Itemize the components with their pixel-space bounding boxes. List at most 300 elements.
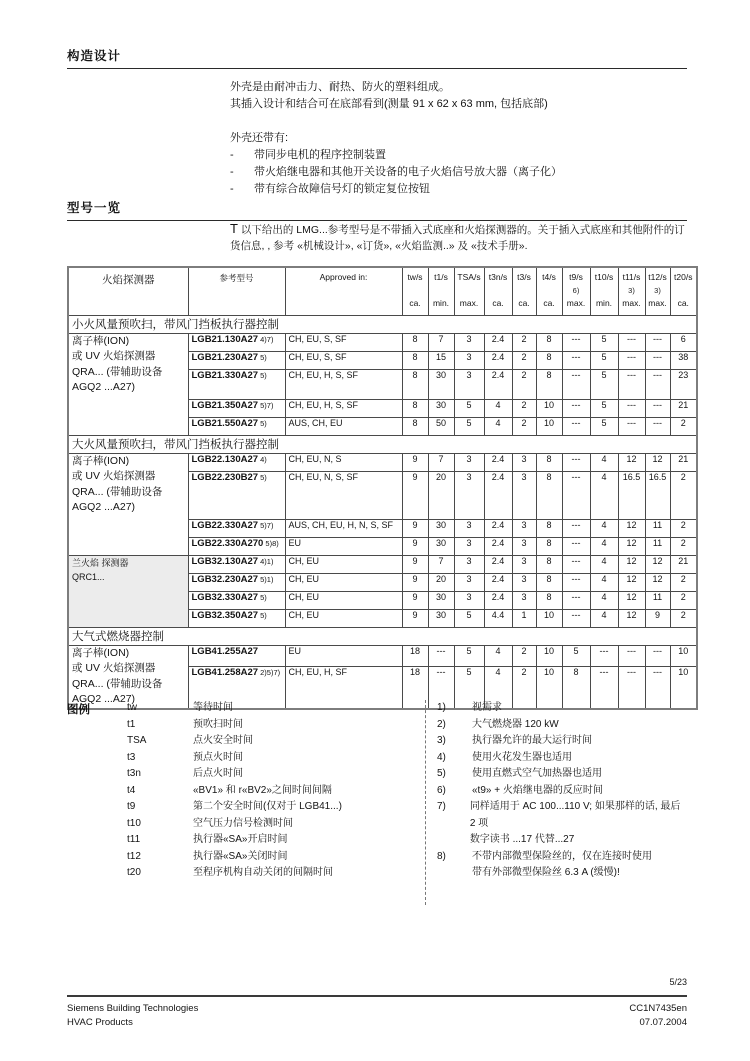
footnote-text — [472, 750, 572, 767]
value-cell: 3 — [454, 351, 484, 369]
value-cell: 30 — [428, 591, 454, 609]
value-cell: 2.4 — [484, 471, 512, 519]
column-header — [188, 267, 285, 315]
value-cell: 16.5 — [645, 471, 670, 519]
footnote-number: 5) — [437, 768, 446, 779]
value-cell: --- — [562, 399, 590, 417]
paragraph: 外壳是由耐冲击力、耐热、防火的塑料组成。 — [230, 81, 450, 93]
model-footnote-refs: 5)7) — [258, 520, 274, 530]
value-cell: --- — [562, 537, 590, 555]
value-cell: 10 — [536, 417, 562, 435]
value-cell: 4 — [484, 645, 512, 667]
column-header-name: TSA/s — [457, 272, 481, 282]
legend-desc: 后点火时间 — [193, 768, 243, 779]
value-cell: --- — [645, 333, 670, 351]
value-cell: --- — [645, 667, 670, 709]
value-cell: --- — [562, 453, 590, 471]
footnote-line: 执行器允许的最大运行时间 — [472, 735, 592, 746]
value-cell: 9 — [402, 573, 428, 591]
value-cell: 8 — [536, 519, 562, 537]
value-cell: 8 — [536, 573, 562, 591]
column-header-name: Approved in: — [319, 272, 368, 282]
value-cell: 50 — [428, 417, 454, 435]
value-cell: 12 — [618, 591, 645, 609]
footer-doc-id: CC1N7435en — [629, 1003, 687, 1014]
value-cell: 8 — [536, 333, 562, 351]
value-cell: 30 — [428, 399, 454, 417]
value-cell: 3 — [454, 519, 484, 537]
construction-body — [230, 79, 687, 198]
legend-item — [127, 816, 342, 833]
column-header-name: tw/s — [407, 272, 423, 282]
value-cell: 8 — [402, 333, 428, 351]
detector-line: QRA... (带辅助设备 — [72, 365, 163, 378]
legend-key: t12 — [127, 850, 141, 862]
legend-desc: 执行器«SA»开启时间 — [193, 834, 288, 845]
model-cell — [188, 471, 285, 519]
column-header — [590, 267, 618, 315]
value-cell: 7 — [428, 453, 454, 471]
detector-line: 离子棒(ION) — [72, 334, 130, 347]
value-cell: 9 — [402, 453, 428, 471]
value-cell: 9 — [402, 609, 428, 627]
value-cell: --- — [618, 369, 645, 399]
value-cell: 18 — [402, 667, 428, 709]
value-cell: 2 — [670, 417, 697, 435]
value-cell: 30 — [428, 519, 454, 537]
value-cell: 20 — [428, 471, 454, 519]
approved-in-cell: AUS, CH, EU — [285, 417, 402, 435]
value-cell: 2 — [670, 573, 697, 591]
value-cell: 8 — [562, 667, 590, 709]
value-cell: 8 — [536, 351, 562, 369]
table-row — [68, 555, 697, 573]
column-header-name: t9/s — [569, 272, 583, 282]
footer-company: Siemens Building Technologies — [67, 1003, 199, 1014]
intro-prefix: T — [230, 221, 238, 236]
footnote-line: 不带内部微型保险丝的，仅在连接时使用 — [472, 850, 652, 862]
model-cell — [188, 645, 285, 667]
detector-line: QRA... (带辅助设备 — [72, 677, 163, 690]
section-title-row — [68, 315, 697, 333]
value-cell: 3 — [454, 537, 484, 555]
column-header — [68, 267, 188, 315]
value-cell: 3 — [454, 471, 484, 519]
value-cell: 8 — [536, 555, 562, 573]
value-cell: 5 — [454, 645, 484, 667]
value-cell: 4 — [590, 609, 618, 627]
spacer — [230, 113, 687, 130]
model-footnote-refs: 5) — [258, 352, 267, 362]
legend-key: t11 — [127, 834, 141, 845]
value-cell: 3 — [512, 453, 536, 471]
footnote-number: 6) — [437, 784, 446, 796]
value-cell: 5 — [454, 667, 484, 709]
value-cell: 3 — [512, 471, 536, 519]
footnote-line: 视需求 — [472, 702, 502, 713]
value-cell: 2 — [512, 417, 536, 435]
approved-in-cell: CH, EU, N, S — [285, 453, 402, 471]
legend-item — [127, 733, 342, 750]
column-header-unit: ca. — [492, 298, 504, 308]
column-header-name: 火焰探测器 — [102, 274, 155, 286]
footnote — [437, 717, 687, 734]
legend-key: t10 — [127, 817, 141, 829]
column-header-unit: ca. — [543, 298, 555, 308]
model-footnote-refs: 5) — [258, 370, 267, 380]
legend-item — [127, 849, 342, 866]
detector-line: 离子棒(ION) — [72, 646, 130, 659]
column-header — [402, 267, 428, 315]
value-cell: 9 — [402, 555, 428, 573]
model-cell — [188, 399, 285, 417]
bullet-item — [230, 147, 687, 164]
model-number: LGB32.230A27 — [191, 573, 259, 585]
column-header-unit: max. — [566, 298, 586, 308]
value-cell: 3 — [454, 453, 484, 471]
legend-key: TSA — [127, 735, 147, 746]
column-header-name: t11/s — [622, 272, 641, 282]
model-footnote-refs: 5) — [258, 472, 267, 482]
value-cell: --- — [562, 351, 590, 369]
legend-key: t3 — [127, 751, 136, 763]
value-cell: --- — [645, 399, 670, 417]
section-title-cell: 大火风量预吹扫，带风门挡板执行器控制 — [68, 435, 697, 453]
footnote — [437, 799, 687, 849]
value-cell: 3 — [512, 573, 536, 591]
bullet-dash: - — [230, 149, 234, 161]
column-header — [536, 267, 562, 315]
section-title-cell: 小火风量预吹扫，带风门挡板执行器控制 — [68, 315, 697, 333]
footnote-number: 4) — [437, 751, 446, 763]
value-cell: 2.4 — [484, 519, 512, 537]
column-header-note — [537, 286, 562, 298]
value-cell: 9 — [402, 519, 428, 537]
footer-date: 07.07.2004 — [639, 1017, 687, 1028]
construction-design-section — [67, 46, 687, 198]
paragraph: 外壳还带有: — [230, 132, 289, 144]
column-header-unit: ca. — [409, 298, 421, 308]
value-cell: 11 — [645, 591, 670, 609]
value-cell: 9 — [402, 537, 428, 555]
value-cell: 10 — [536, 667, 562, 709]
detector-cell — [68, 453, 188, 555]
bullet-text: 带有综合故障信号灯的锁定复位按钮 — [254, 183, 430, 195]
column-header-unit: min. — [432, 298, 450, 308]
value-cell: 12 — [618, 453, 645, 471]
section-title-row — [68, 627, 697, 645]
bullet-item — [230, 181, 687, 198]
value-cell: 3 — [454, 573, 484, 591]
value-cell: 2 — [670, 537, 697, 555]
value-cell: --- — [618, 645, 645, 667]
footnote-text — [472, 849, 652, 882]
value-cell: 3 — [512, 537, 536, 555]
column-header-name: t20/s — [674, 272, 693, 282]
value-cell: 3 — [512, 519, 536, 537]
value-cell: 4 — [590, 453, 618, 471]
model-footnote-refs: 4)1) — [258, 556, 274, 566]
value-cell: 8 — [402, 351, 428, 369]
legend-key: tw — [127, 702, 137, 713]
value-cell: 3 — [454, 333, 484, 351]
column-header-note — [455, 286, 484, 298]
value-cell: 30 — [428, 609, 454, 627]
value-cell: --- — [428, 667, 454, 709]
footnote-line: 带有外部微型保险丝 6.3 A (缓慢)! — [472, 867, 620, 878]
value-cell: 2.4 — [484, 555, 512, 573]
footnote-number: 2) — [437, 718, 446, 730]
heading-rule — [67, 68, 687, 69]
legend-desc: 等待时间 — [193, 702, 233, 713]
value-cell: 5 — [454, 399, 484, 417]
legend-item — [127, 717, 342, 734]
table-head — [68, 267, 697, 315]
footnote — [437, 849, 687, 882]
value-cell: 4 — [590, 519, 618, 537]
column-header-note — [671, 286, 697, 298]
value-cell: 12 — [618, 609, 645, 627]
value-cell: --- — [562, 519, 590, 537]
value-cell: 11 — [645, 519, 670, 537]
value-cell: 2.4 — [484, 573, 512, 591]
model-number: LGB21.550A27 — [191, 417, 259, 429]
value-cell: 2.4 — [484, 333, 512, 351]
model-footnote-refs: 2)5)7) — [258, 668, 281, 678]
value-cell: 2.4 — [484, 537, 512, 555]
footnote — [437, 783, 687, 800]
footnote-number: 8) — [437, 850, 446, 862]
value-cell: 4 — [590, 555, 618, 573]
legend-items — [127, 700, 342, 882]
column-header — [484, 267, 512, 315]
section-heading-construction: 构造设计 — [67, 49, 122, 63]
model-cell — [188, 609, 285, 627]
column-header-name: t4/s — [542, 272, 556, 282]
value-cell: 2 — [512, 399, 536, 417]
model-overview-table — [67, 266, 698, 710]
model-number: LGB21.230A27 — [191, 351, 259, 363]
value-cell: 20 — [428, 573, 454, 591]
value-cell: 5 — [562, 645, 590, 667]
value-cell: 21 — [670, 555, 697, 573]
approved-in-cell: EU — [285, 645, 402, 667]
approved-in-cell: AUS, CH, EU, H, N, S, SF — [285, 519, 402, 537]
value-cell: 8 — [536, 369, 562, 399]
type-overview-section — [67, 198, 687, 221]
column-header-name: t10/s — [594, 272, 614, 282]
value-cell: 38 — [670, 351, 697, 369]
footnote-text — [472, 783, 603, 800]
legend-desc: 执行器«SA»关闭时间 — [193, 850, 288, 862]
legend-desc: 预吹扫时间 — [193, 718, 243, 730]
value-cell: 2.4 — [484, 369, 512, 399]
detector-line: AGQ2 ...A27) — [72, 381, 136, 393]
legend-key: t20 — [127, 867, 141, 878]
model-number: LGB21.130A27 — [191, 333, 259, 345]
value-cell: 5 — [590, 333, 618, 351]
legend-desc: «BV1» 和 r«BV2»之间时间间隔 — [193, 784, 332, 796]
value-cell: 4.4 — [484, 609, 512, 627]
value-cell: 2 — [512, 351, 536, 369]
value-cell: 9 — [402, 471, 428, 519]
value-cell: 2 — [512, 667, 536, 709]
legend-desc: 点火安全时间 — [193, 735, 253, 746]
value-cell: 3 — [454, 591, 484, 609]
footnote-text — [470, 799, 687, 849]
value-cell: 2.4 — [484, 453, 512, 471]
model-cell — [188, 333, 285, 351]
model-footnote-refs: 5) — [258, 418, 267, 428]
value-cell: --- — [645, 369, 670, 399]
bullet-text: 带同步电机的程序控制装置 — [254, 149, 386, 161]
section-title-cell: 大气式燃烧器控制 — [68, 627, 697, 645]
model-number: LGB22.130A27 — [191, 453, 259, 465]
footnote-text — [472, 700, 502, 717]
bullet-dash: - — [230, 183, 234, 195]
legend-item — [127, 783, 342, 800]
approved-in-cell: CH, EU, S, SF — [285, 351, 402, 369]
footnote-text — [472, 717, 559, 734]
footnote-line: «t9» + 火焰继电器的反应时间 — [472, 784, 603, 796]
model-footnote-refs: 5)7) — [258, 400, 274, 410]
value-cell: 11 — [645, 537, 670, 555]
column-header — [618, 267, 645, 315]
approved-in-cell: CH, EU, N, S, SF — [285, 471, 402, 519]
column-header-note — [403, 286, 428, 298]
footnote-number: 7) — [437, 801, 446, 812]
value-cell: 3 — [512, 591, 536, 609]
footnote-line: 使用火花发生器也适用 — [472, 751, 572, 763]
legend-item — [127, 766, 342, 783]
legend-desc: 至程序机构自动关闭的间隔时间 — [193, 867, 333, 878]
approved-in-cell: CH, EU, H, S, SF — [285, 399, 402, 417]
value-cell: 8 — [536, 471, 562, 519]
footnote-line: 使用直燃式空气加热器也适用 — [472, 768, 602, 779]
column-header-unit: max. — [459, 298, 479, 308]
value-cell: 10 — [536, 645, 562, 667]
value-cell: 12 — [618, 555, 645, 573]
value-cell: 30 — [428, 537, 454, 555]
value-cell: 6 — [670, 333, 697, 351]
value-cell: 5 — [590, 351, 618, 369]
model-footnote-refs: 4)7) — [258, 334, 274, 344]
model-number: LGB22.330A270 — [191, 537, 264, 549]
table-row — [68, 645, 697, 667]
bullet-dash: - — [230, 166, 234, 178]
value-cell: 8 — [536, 537, 562, 555]
footer-rule — [67, 995, 687, 997]
detector-cell — [68, 645, 188, 709]
column-header — [670, 267, 697, 315]
footnote — [437, 733, 687, 750]
value-cell: 12 — [618, 573, 645, 591]
column-header — [562, 267, 590, 315]
bullet-list — [230, 147, 687, 198]
table-header-row — [68, 267, 697, 315]
value-cell: --- — [562, 573, 590, 591]
value-cell: --- — [562, 417, 590, 435]
legend-item — [127, 750, 342, 767]
column-header-unit: min. — [595, 298, 613, 308]
value-cell: 7 — [428, 333, 454, 351]
detector-cell — [68, 555, 188, 627]
column-header-name: t1/s — [434, 272, 448, 282]
value-cell: 3 — [512, 555, 536, 573]
detector-line: QRA... (带辅助设备 — [72, 485, 163, 498]
value-cell: 5 — [454, 609, 484, 627]
model-footnote-refs: 5) — [258, 592, 267, 602]
value-cell: --- — [645, 351, 670, 369]
column-header — [645, 267, 670, 315]
value-cell: --- — [562, 471, 590, 519]
value-cell: 5 — [590, 399, 618, 417]
value-cell: 5 — [590, 369, 618, 399]
column-header — [285, 267, 402, 315]
footnote-list — [425, 700, 687, 905]
value-cell: 23 — [670, 369, 697, 399]
footer-left — [67, 1002, 198, 1030]
footer-right — [629, 1002, 687, 1030]
footnote — [437, 750, 687, 767]
value-cell: 8 — [536, 453, 562, 471]
model-cell — [188, 573, 285, 591]
value-cell: 10 — [536, 609, 562, 627]
footnote-line: 同样适用于 AC 100...110 V; 如果那样的话, 最后 2 项 — [469, 801, 681, 829]
table-row — [68, 333, 697, 351]
footnote — [437, 700, 687, 717]
column-header-note — [485, 286, 512, 298]
value-cell: 12 — [645, 453, 670, 471]
legend-title: 图例 — [67, 704, 90, 716]
value-cell: 2 — [512, 369, 536, 399]
value-cell: --- — [645, 417, 670, 435]
value-cell: 8 — [402, 369, 428, 399]
legend-key: t4 — [127, 784, 136, 796]
model-cell — [188, 555, 285, 573]
approved-in-cell: CH, EU — [285, 609, 402, 627]
legend-desc: 预点火时间 — [193, 751, 243, 763]
value-cell: --- — [590, 645, 618, 667]
footer-division: HVAC Products — [67, 1017, 133, 1028]
value-cell: 2 — [512, 645, 536, 667]
approved-in-cell: CH, EU — [285, 591, 402, 609]
value-cell: 2 — [670, 591, 697, 609]
footnote-text — [472, 766, 602, 783]
value-cell: 15 — [428, 351, 454, 369]
value-cell: --- — [562, 333, 590, 351]
model-cell — [188, 453, 285, 471]
detector-line: 或 UV 火焰探测器 — [72, 662, 156, 674]
intro-text: 以下给出的 LMG...参考型号是不带插入式底座和火焰探测器的。关于插入式底座和其他附件的订货信息, , 参考 «机械设计», «订货», «火焰监测..» 及 «技术手册». — [230, 224, 685, 252]
value-cell: --- — [562, 369, 590, 399]
value-cell: --- — [645, 645, 670, 667]
page-number: 5/23 — [669, 977, 687, 987]
legend-key: t3n — [127, 768, 141, 779]
model-number: LGB32.330A27 — [191, 591, 259, 603]
column-header-note: 3) — [628, 286, 635, 295]
type-overview-intro — [230, 221, 688, 254]
value-cell: 9 — [645, 609, 670, 627]
model-cell — [188, 369, 285, 399]
value-cell: 7 — [428, 555, 454, 573]
value-cell: 2.4 — [484, 591, 512, 609]
approved-in-cell: CH, EU, H, SF — [285, 667, 402, 709]
bullet-item — [230, 164, 687, 181]
table-row — [68, 453, 697, 471]
value-cell: 2 — [670, 471, 697, 519]
model-cell — [188, 519, 285, 537]
